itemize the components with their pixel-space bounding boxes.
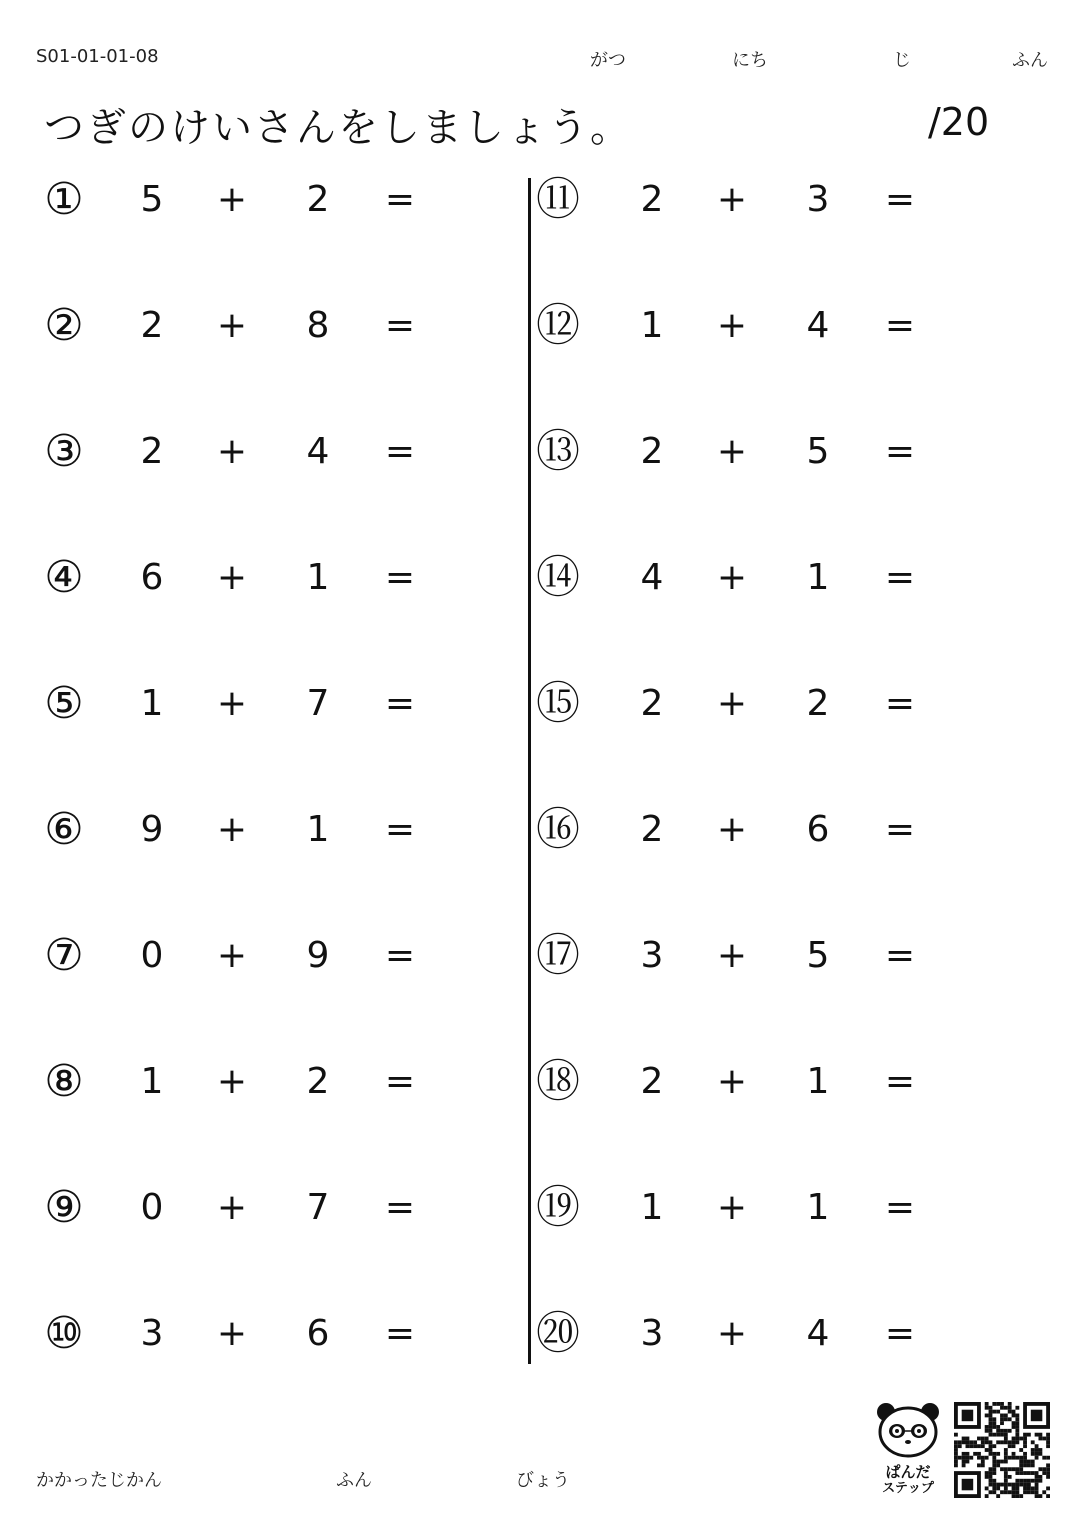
plus-sign: + <box>216 431 248 472</box>
equals-sign: = <box>884 935 916 976</box>
score-total: /20 <box>928 100 990 144</box>
problem-number: ⑬ <box>536 426 580 477</box>
elapsed-minutes-label: ふん <box>336 1470 372 1491</box>
equals-sign: = <box>884 431 916 472</box>
equals-sign: = <box>384 1313 416 1354</box>
operand-a: 1 <box>140 1061 164 1102</box>
problem-number: ⑲ <box>536 1182 580 1233</box>
equals-sign: = <box>884 1313 916 1354</box>
operand-a: 1 <box>640 305 664 346</box>
operand-a: 0 <box>140 1187 164 1228</box>
operand-b: 1 <box>806 557 830 598</box>
plus-sign: + <box>716 1061 748 1102</box>
plus-sign: + <box>216 1187 248 1228</box>
equals-sign: = <box>884 305 916 346</box>
month-label: がつ <box>590 50 626 71</box>
operand-b: 2 <box>306 179 330 220</box>
operand-a: 2 <box>640 1061 664 1102</box>
equals-sign: = <box>884 1187 916 1228</box>
logo-line2: ステップ <box>882 1481 934 1496</box>
equals-sign: = <box>884 557 916 598</box>
operand-b: 4 <box>806 1313 830 1354</box>
elapsed-time-label: かかったじかん <box>36 1470 162 1491</box>
minute-label: ふん <box>1012 50 1048 71</box>
operand-a: 0 <box>140 935 164 976</box>
problem-number: ⑭ <box>536 552 580 603</box>
operand-b: 1 <box>806 1061 830 1102</box>
operand-a: 2 <box>140 305 164 346</box>
operand-a: 2 <box>140 431 164 472</box>
problem-number: ② <box>44 300 84 351</box>
problem-number: ③ <box>44 426 84 477</box>
plus-sign: + <box>716 1187 748 1228</box>
plus-sign: + <box>216 1061 248 1102</box>
operand-b: 1 <box>806 1187 830 1228</box>
operand-a: 1 <box>640 1187 664 1228</box>
operand-b: 2 <box>306 1061 330 1102</box>
equals-sign: = <box>884 179 916 220</box>
operand-a: 2 <box>640 179 664 220</box>
plus-sign: + <box>716 179 748 220</box>
operand-b: 4 <box>806 305 830 346</box>
problem-number: ⑱ <box>536 1056 580 1107</box>
problem-number: ⑥ <box>44 804 84 855</box>
plus-sign: + <box>716 935 748 976</box>
plus-sign: + <box>216 1313 248 1354</box>
equals-sign: = <box>384 809 416 850</box>
operand-b: 6 <box>806 809 830 850</box>
operand-a: 2 <box>640 431 664 472</box>
operand-a: 4 <box>640 557 664 598</box>
plus-sign: + <box>716 305 748 346</box>
plus-sign: + <box>716 431 748 472</box>
problem-number: ⑯ <box>536 804 580 855</box>
equals-sign: = <box>384 305 416 346</box>
problem-number: ① <box>44 174 84 225</box>
plus-sign: + <box>216 179 248 220</box>
operand-b: 7 <box>306 683 330 724</box>
equals-sign: = <box>884 683 916 724</box>
plus-sign: + <box>716 809 748 850</box>
operand-a: 6 <box>140 557 164 598</box>
problem-number: ⑦ <box>44 930 84 981</box>
plus-sign: + <box>216 557 248 598</box>
hour-label: じ <box>893 50 911 71</box>
operand-b: 1 <box>306 809 330 850</box>
worksheet-code: S01-01-01-08 <box>36 46 159 67</box>
logo-line1: ぱんだ <box>885 1463 931 1481</box>
operand-b: 1 <box>306 557 330 598</box>
plus-sign: + <box>216 809 248 850</box>
problem-number: ⑰ <box>536 930 580 981</box>
day-label: にち <box>732 50 768 71</box>
operand-b: 9 <box>306 935 330 976</box>
problem-number: ⑪ <box>536 174 580 225</box>
plus-sign: + <box>716 1313 748 1354</box>
operand-a: 2 <box>640 683 664 724</box>
equals-sign: = <box>384 431 416 472</box>
operand-a: 3 <box>640 1313 664 1354</box>
problem-number: ⑮ <box>536 678 580 729</box>
equals-sign: = <box>384 935 416 976</box>
panda-step-logo <box>872 1400 944 1500</box>
problem-number: ⑩ <box>44 1308 84 1359</box>
equals-sign: = <box>384 1061 416 1102</box>
operand-b: 5 <box>806 431 830 472</box>
operand-a: 5 <box>140 179 164 220</box>
panda-icon <box>872 1400 944 1460</box>
qr-code-icon <box>954 1402 1050 1498</box>
problem-number: ⑳ <box>536 1308 580 1359</box>
problem-number: ⑤ <box>44 678 84 729</box>
elapsed-seconds-label: びょう <box>516 1470 570 1491</box>
problem-number: ⑨ <box>44 1182 84 1233</box>
equals-sign: = <box>884 809 916 850</box>
operand-a: 3 <box>640 935 664 976</box>
page-title: つぎのけいさんをしましょう。 <box>44 105 632 151</box>
equals-sign: = <box>884 1061 916 1102</box>
operand-b: 2 <box>806 683 830 724</box>
plus-sign: + <box>216 935 248 976</box>
operand-b: 8 <box>306 305 330 346</box>
operand-b: 3 <box>806 179 830 220</box>
operand-b: 6 <box>306 1313 330 1354</box>
plus-sign: + <box>216 305 248 346</box>
operand-b: 5 <box>806 935 830 976</box>
operand-a: 1 <box>140 683 164 724</box>
operand-a: 2 <box>640 809 664 850</box>
problem-number: ⑫ <box>536 300 580 351</box>
operand-b: 4 <box>306 431 330 472</box>
equals-sign: = <box>384 1187 416 1228</box>
equals-sign: = <box>384 557 416 598</box>
equals-sign: = <box>384 683 416 724</box>
problem-number: ⑧ <box>44 1056 84 1107</box>
plus-sign: + <box>716 557 748 598</box>
plus-sign: + <box>716 683 748 724</box>
plus-sign: + <box>216 683 248 724</box>
operand-a: 9 <box>140 809 164 850</box>
operand-b: 7 <box>306 1187 330 1228</box>
operand-a: 3 <box>140 1313 164 1354</box>
equals-sign: = <box>384 179 416 220</box>
problem-number: ④ <box>44 552 84 603</box>
